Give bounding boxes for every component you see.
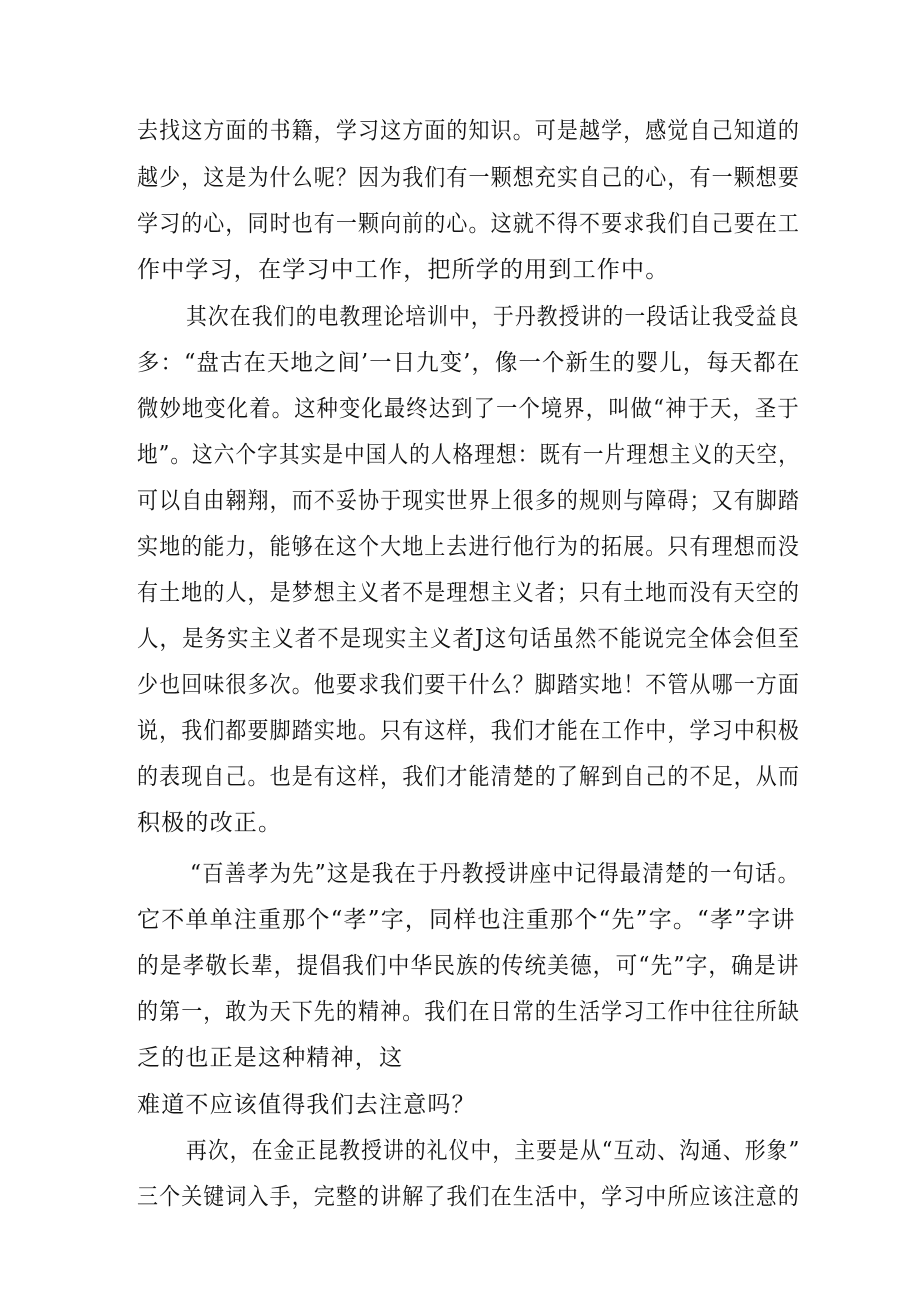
text-line: 难道不应该值得我们去注意吗？ [137,1092,476,1118]
text-line: 越少，这是为什么呢？因为我们有一颗想充实自己的心，有一颗想要 [137,165,800,191]
text-line: 三个关键词入手，完整的讲解了我们在生活中，学习中所应该注意的 [137,1184,800,1210]
text-line: 可以自由翱翔，而不妥协于现实世界上很多的规则与障碍；又有脚踏 [137,488,800,514]
text-line: 微妙地变化着。这种变化最终达到了一个境界，叫做“神于天，圣于 [137,396,800,422]
text-line: 积极的改正。 [137,810,283,836]
text-line: 地”。这六个字其实是中国人的人格理想：既有一片理想主义的天空， [137,442,800,468]
text-line: 的表现自己。也是有这样，我们才能清楚的了解到自己的不足，从而 [137,764,800,790]
text-line: 多：“盘古在天地之间’一日九变’，像一个新生的婴儿，每天都在 [137,350,801,376]
text-line: 乏的也正是这种精神，这 [137,1045,404,1071]
text-line: 去找这方面的书籍，学习这方面的知识。可是越学，感觉自己知道的 [137,118,800,144]
paragraph-first-line: “百善孝为先”这是我在于丹教授讲座中记得最清楚的一句话。 [190,861,801,887]
text-line: 它不单单注重那个“孝”字，同样也注重那个“先”字。“孝”字讲 [137,907,796,933]
text-line: 人，是务实主义者不是现实主义者J这句话虽然不能说完全体会但至 [137,626,801,652]
text-line: 学习的心，同时也有一颗向前的心。这就不得不要求我们自己要在工 [137,211,800,237]
text-line: 少也回味很多次。他要求我们要干什么？脚踏实地！不管从哪一方面 [137,672,800,698]
text-line: 有土地的人，是梦想主义者不是理想主义者；只有土地而没有天空的 [137,580,800,606]
text-line: 的第一，敢为天下先的精神。我们在日常的生活学习工作中往往所缺 [137,999,800,1025]
text-line: 作中学习，在学习中工作，把所学的用到工作中。 [137,257,670,283]
text-line: 实地的能力，能够在这个大地上去进行他行为的拓展。只有理想而没 [137,534,800,560]
text-line: 说，我们都要脚踏实地。只有这样，我们才能在工作中，学习中积极 [137,718,800,744]
text-line: 的是孝敬长辈，提倡我们中华民族的传统美德，可“先”字，确是讲 [137,953,800,979]
paragraph-first-line: 其次在我们的电教理论培训中，于丹教授讲的一段话让我受益良 [186,304,800,330]
paragraph-first-line: 再次，在金正昆教授讲的礼仪中，主要是从“互动、沟通、形象” [186,1138,801,1164]
